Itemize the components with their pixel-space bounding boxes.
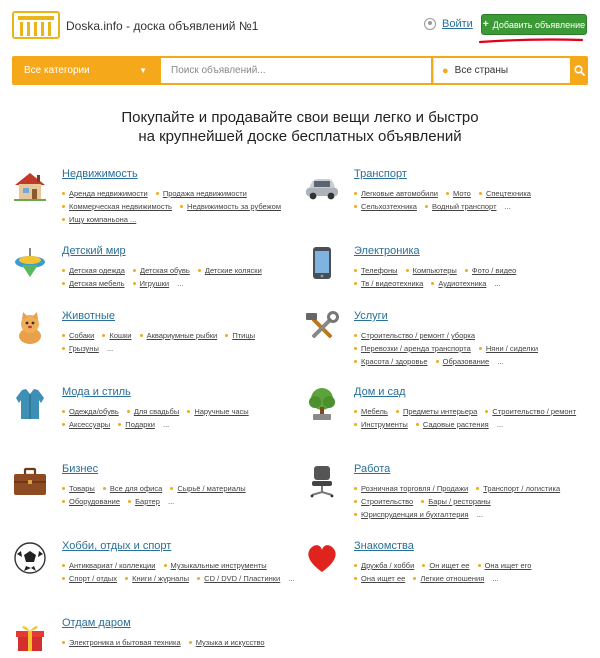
category-title[interactable]: Недвижимость	[62, 168, 138, 180]
subcategory-link[interactable]: Музыка и искусство	[195, 638, 265, 647]
more-link[interactable]: ...	[106, 344, 114, 353]
subcategory-item	[354, 189, 444, 198]
subcategory-item	[479, 189, 537, 198]
subcategory-link[interactable]: Перевозки / аренда транспорта	[361, 344, 471, 353]
bullet-dot-icon	[465, 269, 468, 272]
search-input[interactable]	[161, 58, 431, 83]
subcategory-item	[62, 266, 131, 275]
category-title[interactable]: Хобби, отдых и спорт	[62, 540, 172, 552]
subcategory-list	[354, 405, 594, 431]
subcategory-link[interactable]: Собаки	[69, 331, 95, 340]
soccer-ball-icon[interactable]	[12, 540, 48, 576]
bullet-dot-icon	[127, 410, 130, 413]
category-title[interactable]: Бизнес	[62, 463, 99, 475]
more-link[interactable]: ...	[168, 497, 175, 506]
bullet-dot-icon	[62, 564, 65, 567]
subcategory-link[interactable]: Аренда недвижимости	[69, 189, 148, 198]
subcategory-link[interactable]: Недвижимость за рубежом	[187, 202, 281, 211]
subcategory-link[interactable]: Игрушки	[139, 279, 170, 288]
subcategory-link[interactable]: Она ищет ее	[361, 574, 406, 583]
subcategory-link[interactable]: Антиквариат / коллекции	[69, 561, 156, 570]
bullet-dot-icon	[485, 410, 488, 413]
subcategory-link[interactable]: Аксессуары	[69, 420, 111, 429]
subcategory-link[interactable]: Красота / здоровье	[361, 357, 428, 366]
subcategory-item	[354, 202, 423, 211]
subcategory-item	[140, 331, 224, 340]
bullet-dot-icon	[187, 410, 190, 413]
subcategory-item	[354, 357, 434, 366]
bullet-dot-icon	[62, 269, 65, 272]
bullet-dot-icon	[164, 564, 167, 567]
subcategory-link[interactable]: Детская обувь	[140, 266, 190, 275]
subcategory-link[interactable]: Спорт / отдых	[69, 574, 118, 583]
subcategory-link[interactable]: Аквариумные рыбки	[146, 331, 218, 340]
subcategory-link[interactable]: Легковые автомобили	[361, 189, 438, 198]
subcategory-link[interactable]: Легкие отношения	[420, 574, 485, 583]
login-link[interactable]	[424, 18, 473, 30]
subcategory-link[interactable]: Для свадьбы	[133, 407, 180, 416]
subcategory-link[interactable]: Инструменты	[361, 420, 408, 429]
subcategory-item	[421, 497, 496, 506]
bullet-dot-icon	[170, 487, 173, 490]
subcategory-item	[425, 202, 503, 211]
subcategory-link[interactable]: Строительство	[361, 497, 414, 506]
subcategory-list	[354, 482, 594, 521]
subcategory-link[interactable]: Он ищет ее	[429, 561, 470, 570]
search-icon	[574, 65, 585, 76]
subcategory-item	[354, 407, 394, 416]
subcategory-item	[354, 497, 419, 506]
subcategory-link[interactable]: Няни / сиделки	[485, 344, 539, 353]
subcategory-list	[62, 329, 302, 355]
bullet-dot-icon	[62, 487, 65, 490]
bullet-dot-icon	[413, 577, 416, 580]
subcategory-item	[416, 420, 495, 429]
bullet-dot-icon	[478, 564, 481, 567]
bullet-dot-icon	[396, 410, 399, 413]
car-icon[interactable]	[304, 168, 340, 204]
search-bar	[12, 56, 588, 85]
bullet-dot-icon	[118, 423, 121, 426]
bullet-dot-icon	[62, 410, 65, 413]
subcategory-link[interactable]: Грызуны	[69, 344, 99, 353]
subcategory-item	[505, 202, 517, 211]
subcategory-item	[354, 510, 475, 519]
bullet-dot-icon	[156, 192, 159, 195]
bullet-dot-icon	[102, 334, 105, 337]
subcategory-list	[62, 187, 302, 226]
subcategory-item	[354, 279, 429, 288]
tree-icon[interactable]	[304, 386, 340, 422]
tagline-line-2: на крупнейшей доске бесплатных объявлений	[138, 128, 462, 145]
category-title[interactable]: Услуги	[354, 310, 388, 322]
subcategory-item	[125, 574, 195, 583]
bullet-dot-icon	[62, 205, 65, 208]
bullet-dot-icon	[476, 487, 479, 490]
subcategory-link[interactable]: Компьютеры	[412, 266, 457, 275]
login-label: Войти	[442, 18, 473, 30]
subcategory-link[interactable]: Детская одежда	[69, 266, 125, 275]
bullet-dot-icon	[62, 218, 65, 221]
bullet-dot-icon	[354, 487, 357, 490]
house-icon[interactable]	[12, 168, 48, 204]
subcategory-item	[431, 279, 492, 288]
subcategory-item	[354, 484, 474, 493]
subcategory-list	[62, 482, 302, 508]
phone-icon[interactable]	[304, 245, 340, 281]
subcategory-list	[62, 405, 302, 431]
search-button[interactable]	[570, 56, 588, 85]
plus-icon: +	[482, 19, 489, 30]
category-title[interactable]: Мода и стиль	[62, 386, 131, 398]
category-title[interactable]: Животные	[62, 310, 116, 322]
subcategory-link[interactable]: Сельхозтехника	[361, 202, 417, 211]
bullet-dot-icon	[479, 347, 482, 350]
subcategory-link[interactable]: Детские коляски	[204, 266, 262, 275]
subcategory-link[interactable]: Наручные часы	[194, 407, 249, 416]
subcategory-link[interactable]: Книги / журналы	[132, 574, 190, 583]
bullet-dot-icon	[140, 334, 143, 337]
subcategory-link[interactable]: Музыкальные инструменты	[170, 561, 267, 570]
subcategory-link[interactable]: Бары / рестораны	[428, 497, 491, 506]
bullet-dot-icon	[354, 564, 357, 567]
subcategory-item	[477, 510, 489, 519]
more-link[interactable]: ...	[288, 574, 295, 583]
subcategory-item	[495, 279, 507, 288]
more-link[interactable]: ...	[177, 279, 184, 288]
subcategory-link[interactable]: Все для офиса	[109, 484, 163, 493]
more-link[interactable]: ...	[496, 420, 504, 429]
bullet-dot-icon	[354, 334, 357, 337]
more-link[interactable]: ...	[504, 202, 511, 211]
subcategory-item	[62, 407, 125, 416]
subcategory-item	[62, 215, 142, 224]
bullet-dot-icon	[425, 205, 428, 208]
subcategory-item	[476, 484, 566, 493]
subcategory-link[interactable]: Одежда/обувь	[69, 407, 119, 416]
subcategory-link[interactable]: Строительство / ремонт	[492, 407, 577, 416]
subcategory-item	[413, 574, 490, 583]
subcategory-link[interactable]: Мебель	[361, 407, 388, 416]
subcategory-item	[107, 344, 119, 353]
subcategory-item	[102, 331, 137, 340]
subcategory-item	[354, 266, 404, 275]
subcategory-item	[62, 574, 123, 583]
subcategory-list	[354, 329, 594, 368]
subcategory-link[interactable]: Она ищет его	[484, 561, 532, 570]
subcategory-item	[354, 420, 414, 429]
subcategory-link[interactable]: Товары	[69, 484, 95, 493]
bullet-dot-icon	[354, 360, 357, 363]
bullet-dot-icon	[431, 282, 434, 285]
subcategory-list	[62, 264, 302, 290]
category-select[interactable]	[12, 56, 159, 85]
bullet-dot-icon	[197, 577, 200, 580]
bullet-dot-icon	[354, 500, 357, 503]
category-title[interactable]: Электроника	[354, 245, 420, 257]
bullet-dot-icon	[354, 282, 357, 285]
subcategory-item	[446, 189, 477, 198]
subcategory-link[interactable]: Оборудование	[69, 497, 121, 506]
bullet-dot-icon	[62, 500, 65, 503]
spinning-top-icon[interactable]	[12, 245, 48, 281]
site-title[interactable]: Doska.info - доска объявлений №1	[66, 19, 259, 33]
subcategory-link[interactable]: Тв / видеотехника	[361, 279, 424, 288]
category-title[interactable]: Знакомства	[354, 540, 414, 552]
annotation-underline	[478, 38, 584, 44]
subcategory-item	[406, 266, 463, 275]
subcategory-item	[170, 484, 251, 493]
subcategory-link[interactable]: Розничная торговля / Продажи	[361, 484, 469, 493]
bullet-dot-icon	[198, 269, 201, 272]
bullet-dot-icon	[422, 564, 425, 567]
bullet-dot-icon	[62, 282, 65, 285]
category-title[interactable]: Детский мир	[62, 245, 126, 257]
subcategory-item	[163, 420, 175, 429]
tools-icon[interactable]	[304, 310, 340, 346]
subcategory-item	[62, 497, 126, 506]
subcategory-item	[422, 561, 475, 570]
bullet-dot-icon	[133, 282, 136, 285]
subcategory-link[interactable]: Электроника и бытовая техника	[69, 638, 181, 647]
subcategory-link[interactable]: Ищу компаньона ...	[69, 215, 137, 224]
subcategory-item	[497, 420, 509, 429]
more-link[interactable]: ...	[476, 510, 483, 519]
subcategory-item	[354, 344, 477, 353]
subcategory-link[interactable]: Продажа недвижимости	[162, 189, 247, 198]
add-ad-label: Добавить объявление	[492, 19, 586, 30]
bullet-dot-icon	[354, 269, 357, 272]
subcategory-item	[133, 266, 196, 275]
tagline	[0, 108, 600, 146]
subcategory-item	[189, 638, 271, 647]
bullet-dot-icon	[354, 513, 357, 516]
bullet-dot-icon	[354, 410, 357, 413]
subcategory-item	[156, 189, 253, 198]
more-link[interactable]: ...	[497, 357, 504, 366]
subcategory-item	[62, 202, 178, 211]
subcategory-item	[62, 279, 131, 288]
subcategory-link[interactable]: Строительство / ремонт / уборка	[361, 331, 476, 340]
subcategory-list	[354, 187, 594, 213]
region-select[interactable]	[433, 58, 570, 83]
bullet-dot-icon	[62, 423, 65, 426]
subcategory-item	[62, 561, 161, 570]
more-link[interactable]: ...	[494, 279, 501, 288]
bullet-dot-icon	[354, 347, 357, 350]
subcategory-item	[485, 407, 582, 416]
subcategory-link[interactable]: Бартер	[135, 497, 160, 506]
subcategory-link[interactable]: Юриспруденция и бухгалтерия	[361, 510, 469, 519]
bullet-dot-icon	[103, 487, 106, 490]
subcategory-link[interactable]: Фото / видео	[471, 266, 517, 275]
subcategory-item	[168, 497, 180, 506]
subcategory-link[interactable]: Мото	[452, 189, 471, 198]
subcategory-link[interactable]: Водный транспорт	[431, 202, 497, 211]
bullet-dot-icon	[62, 192, 65, 195]
subcategory-link[interactable]: Дружба / хобби	[361, 561, 415, 570]
gift-icon[interactable]	[12, 617, 48, 653]
subcategory-item	[62, 638, 187, 647]
bullet-dot-icon	[479, 192, 482, 195]
subcategory-link[interactable]: Детская мебель	[69, 279, 125, 288]
bullet-dot-icon	[436, 360, 439, 363]
subcategory-link[interactable]: Сырьё / материалы	[177, 484, 246, 493]
subcategory-link[interactable]: Образование	[442, 357, 490, 366]
bullet-dot-icon	[354, 205, 357, 208]
subcategory-link[interactable]: Транспорт / логистика	[483, 484, 561, 493]
category-title[interactable]: Отдам даром	[62, 617, 131, 629]
bullet-dot-icon	[189, 641, 192, 644]
more-link[interactable]: ...	[162, 420, 170, 429]
bullet-dot-icon	[225, 334, 228, 337]
logo-icon[interactable]	[12, 10, 60, 40]
chevron-down-icon: ▼	[139, 66, 147, 75]
bullet-dot-icon	[354, 423, 357, 426]
jacket-icon[interactable]	[12, 386, 48, 422]
subcategory-link[interactable]: Кошки	[109, 331, 132, 340]
subcategory-link[interactable]: CD / DVD / Пластинки	[204, 574, 281, 583]
user-icon	[424, 18, 436, 30]
subcategory-item	[479, 344, 544, 353]
subcategory-item	[180, 202, 287, 211]
subcategory-item	[103, 484, 168, 493]
subcategory-item	[164, 561, 273, 570]
subcategory-item	[62, 484, 101, 493]
briefcase-icon[interactable]	[12, 463, 48, 499]
subcategory-item	[62, 420, 116, 429]
subcategory-item	[198, 266, 268, 275]
bullet-dot-icon	[421, 500, 424, 503]
subcategory-link[interactable]: Садовые растения	[422, 420, 489, 429]
heart-icon[interactable]	[304, 540, 340, 576]
category-title[interactable]: Транспорт	[354, 168, 407, 180]
subcategory-item	[354, 561, 420, 570]
subcategory-item	[127, 407, 185, 416]
bullet-dot-icon	[62, 347, 65, 350]
subcategory-item	[62, 344, 105, 353]
bullet-dot-icon	[133, 269, 136, 272]
subcategory-link[interactable]: Аудиотехника	[438, 279, 487, 288]
subcategory-list	[354, 559, 594, 585]
office-chair-icon[interactable]	[304, 463, 340, 499]
bullet-dot-icon	[406, 269, 409, 272]
subcategory-link[interactable]: Спецтехника	[485, 189, 531, 198]
bullet-dot-icon	[180, 205, 183, 208]
category-select-label: Все категории	[24, 65, 90, 76]
subcategory-list	[62, 559, 302, 585]
subcategory-item	[354, 331, 481, 340]
bullet-dot-icon	[354, 192, 357, 195]
subcategory-link[interactable]: Телефоны	[361, 266, 398, 275]
subcategory-item	[354, 574, 411, 583]
subcategory-list	[354, 264, 594, 290]
subcategory-item	[497, 357, 509, 366]
subcategory-item	[492, 574, 504, 583]
bullet-dot-icon	[62, 334, 65, 337]
subcategory-item	[478, 561, 538, 570]
subcategory-item	[396, 407, 483, 416]
subcategory-item	[225, 331, 261, 340]
tagline-line-1: Покупайте и продавайте свои вещи легко и быстро	[121, 109, 479, 126]
subcategory-item	[197, 574, 286, 583]
subcategory-link[interactable]: Предметы интерьера	[402, 407, 478, 416]
bullet-dot-icon	[416, 423, 419, 426]
subcategory-item	[128, 497, 166, 506]
subcategory-item	[187, 407, 254, 416]
bullet-dot-icon	[62, 641, 65, 644]
bullet-dot-icon	[354, 577, 357, 580]
bullet-dot-icon	[62, 577, 65, 580]
region-label: Все страны	[454, 65, 509, 76]
add-ad-button[interactable]	[481, 14, 587, 35]
bullet-dot-icon	[446, 192, 449, 195]
subcategory-item	[118, 420, 161, 429]
subcategory-item	[288, 574, 300, 583]
subcategory-item	[62, 331, 100, 340]
subcategory-item	[62, 189, 154, 198]
subcategory-link[interactable]: Птицы	[232, 331, 256, 340]
subcategory-item	[465, 266, 522, 275]
location-pin-icon: ●	[442, 64, 449, 77]
subcategory-item	[133, 279, 175, 288]
subcategory-link[interactable]: Коммерческая недвижимость	[69, 202, 172, 211]
bullet-dot-icon	[125, 577, 128, 580]
cat-icon[interactable]	[12, 310, 48, 346]
bullet-dot-icon	[128, 500, 131, 503]
subcategory-link[interactable]: Подарки	[125, 420, 155, 429]
subcategory-item	[436, 357, 496, 366]
header	[0, 0, 600, 52]
subcategory-item	[177, 279, 189, 288]
subcategory-list	[62, 636, 302, 649]
more-link[interactable]: ...	[492, 574, 499, 583]
category-title[interactable]: Дом и сад	[354, 386, 406, 398]
category-title[interactable]: Работа	[354, 463, 391, 475]
